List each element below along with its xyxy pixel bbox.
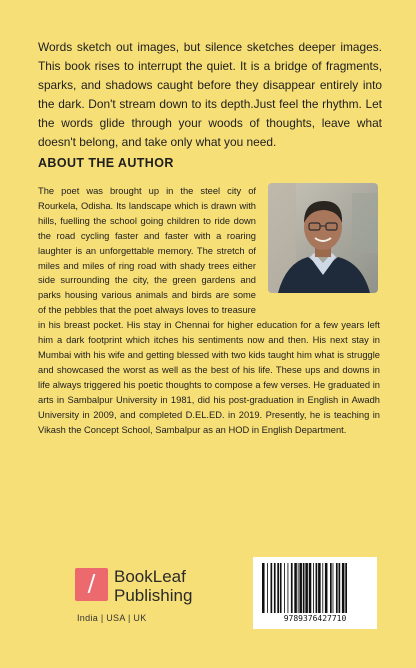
barcode-bar <box>271 563 273 613</box>
barcode-bar <box>298 563 299 613</box>
barcode-bar <box>345 563 347 613</box>
publisher-name-line2: Publishing <box>114 586 193 605</box>
barcode-bar <box>277 563 279 613</box>
barcode-bar <box>303 563 305 613</box>
about-author-heading: ABOUT THE AUTHOR <box>38 156 174 170</box>
author-photo <box>268 183 378 293</box>
barcode-bar <box>309 563 312 613</box>
publisher-name <box>114 567 234 605</box>
barcode-bar <box>316 563 318 613</box>
barcode-bar <box>325 563 328 613</box>
barcode-bar <box>342 563 345 613</box>
publisher-name-line1: BookLeaf <box>114 567 186 586</box>
barcode-bars <box>260 563 370 613</box>
barcode-bar <box>294 563 297 613</box>
barcode-bar <box>330 563 332 613</box>
barcode-bar <box>305 563 308 613</box>
barcode-bar <box>284 563 285 613</box>
isbn-number: 9789376427710 <box>283 614 347 623</box>
barcode-bar <box>274 563 276 613</box>
logo-slash-icon: / <box>87 571 96 597</box>
barcode-bar <box>280 563 282 613</box>
barcode-bar <box>313 563 314 613</box>
barcode-bar <box>339 563 341 613</box>
isbn-barcode <box>253 557 377 629</box>
barcode-bar <box>322 563 323 613</box>
barcode-bar <box>262 563 265 613</box>
publisher-tagline: India | USA | UK <box>77 613 147 623</box>
back-cover-blurb: Words sketch out images, but silence sketches deeper images. This book rises to interrupt the quiet. It is a bridge of fragments, sparks, and shadows caught before they disappear entirely into the dark. Don't stream down to its depth.Just feel the rhythm. Let the words glide through your woods of thoughts, leave what doesn't belong, and take only what you need. <box>38 40 382 149</box>
barcode-bar <box>318 563 321 613</box>
author-bio: The poet was brought up in the steel city of Rourkela, Odisha. Its landscape which is drawn with hills, fuelling the school going children to ride down the road cycling faster and faster with a roaring laughter is an unforgettable memory. The stretch of miles and miles of ring road with shady trees either side surrounding the city, the green gardens and parks housing various animals and birds are some of the pebbles that the poet always loves to treasure in his breast pocket. His stay in Chennai for higher education for a few years left him a dark footprint which itches his sentiments now and then. His next stay in Mumbai with his wife and getting blessed with two kids taught him what is struggle and showcased the worst as well as the best of his life. These ups and downs in life always triggered his poetic thoughts to compose a few verses. He graduated in arts in Sambalpur University in 1981, did his post-graduation in English in Awadh University in 2009, and completed D.EL.ED. in 2019. Presently, he is teaching in Vikash the Concept School, Sambalpur as an HOD in English Department. <box>38 186 380 435</box>
publisher-logo-mark <box>75 568 108 601</box>
barcode-bar <box>267 563 268 613</box>
barcode-bar <box>333 563 334 613</box>
barcode-bar <box>288 563 289 613</box>
barcode-bar <box>336 563 338 613</box>
barcode-bar <box>299 563 302 613</box>
barcode-bar <box>291 563 293 613</box>
